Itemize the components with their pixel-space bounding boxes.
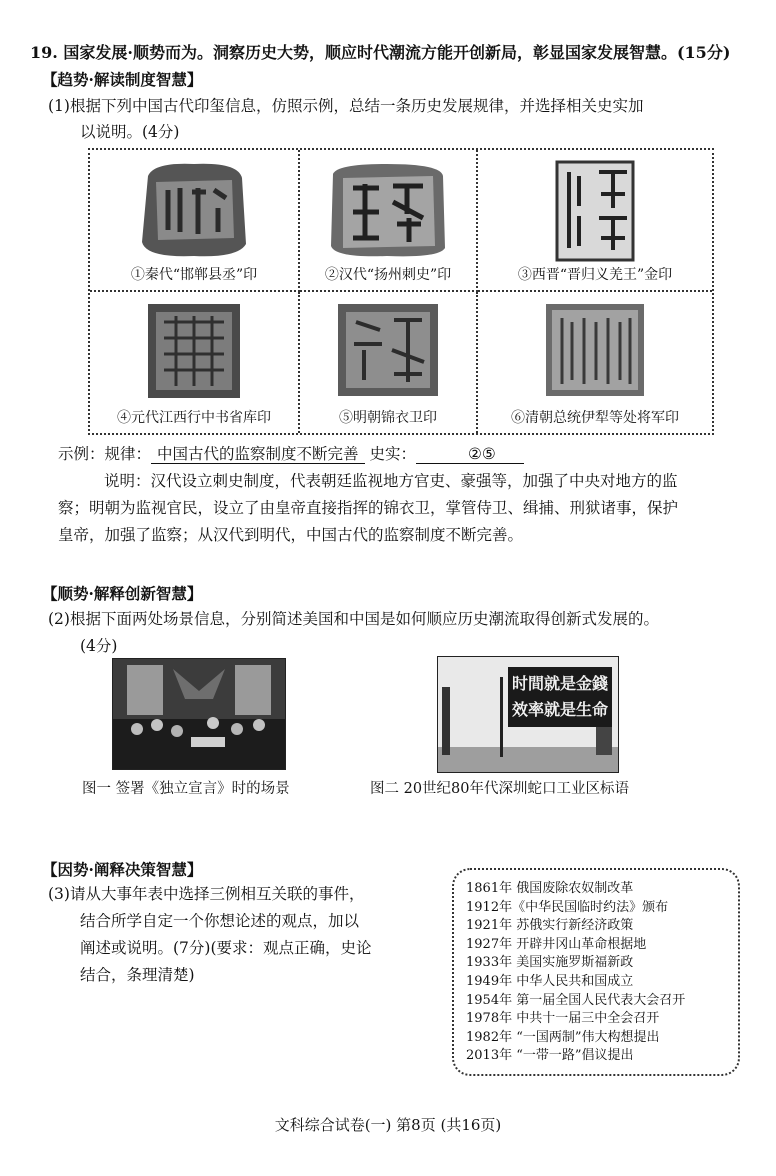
timeline-event: 1861年 俄国废除农奴制改革 — [466, 881, 634, 896]
explanation-line2: 察；明朝为监视官民，设立了由皇帝直接指挥的锦衣卫，掌管侍卫、缉捕、刑狱诸事，保护 — [58, 499, 679, 517]
seal-cell — [478, 292, 712, 434]
timeline-event: 1954年 第一届全国人民代表大会召开 — [466, 992, 686, 1008]
explanation-line3: 皇帝，加强了监察；从汉代到明代，中国古代的监察制度不断完善。 — [58, 526, 524, 544]
part2-prompt-line2: (4分) — [80, 637, 118, 655]
seal-image-grid — [88, 148, 714, 435]
timeline-event: 1982年 “一国两制”伟大构想提出 — [466, 1029, 660, 1045]
part2-prompt-line1: (2)根据下面两处场景信息，分别简述美国和中国是如何顺应历史潮流取得创新式发展的。 — [48, 610, 659, 628]
figure2-caption: 图二 20世纪80年代深圳蛇口工业区标语 — [370, 781, 630, 797]
seal-caption: ②汉代“扬州刺史”印 — [324, 266, 452, 283]
part1-prompt-line1: (1)根据下列中国古代印玺信息，仿照示例，总结一条历史发展规律，并选择相关史实加 — [48, 97, 644, 115]
seal-cell — [90, 150, 300, 292]
section-heading-trend: 【趋势·解读制度智慧】 — [42, 70, 203, 89]
timeline-event: 1927年 开辟井冈山革命根据地 — [466, 936, 647, 952]
timeline-event: 1933年 美国实施罗斯福新政 — [466, 955, 634, 971]
page-footer: 文科综合试卷(一) 第8页 (共16页) — [274, 1116, 502, 1134]
seal-caption: ③西晋“晋归义羌王”金印 — [517, 266, 673, 283]
example-rule-line — [58, 440, 524, 468]
part3-prompt-line1: (3)请从大事年表中选择三例相互关联的事件， — [48, 885, 365, 903]
timeline-event: 1978年 中共十一届三中全会召开 — [466, 1011, 660, 1027]
seal-cell — [300, 150, 478, 292]
part1-prompt-line2: 以说明。(4分) — [80, 123, 180, 141]
explanation-line1: 说明：汉代设立刺史制度，代表朝廷监视地方官吏、豪强等，加强了中央对地方的监 — [104, 472, 678, 490]
seal-image-yuan — [142, 300, 246, 404]
seal-cell — [90, 292, 300, 434]
slogan-line2: 效率就是生命 — [511, 700, 608, 719]
section-heading-innovation: 【顺势·解释创新智慧】 — [42, 584, 203, 603]
shekou-slogan-photo — [437, 656, 619, 773]
seal-image-jin-gold — [543, 158, 647, 268]
example-prefix: 示例：规律： — [58, 445, 152, 463]
timeline-event: 2013年 “一带一路”倡议提出 — [466, 1048, 634, 1064]
example-fact: ②⑤ — [416, 445, 524, 464]
declaration-signing-photo — [112, 658, 286, 770]
seal-cell — [478, 150, 712, 292]
seal-caption: ⑥清朝总统伊犁等处将军印 — [511, 410, 679, 426]
question-title: 19. 国家发展·顺势而为。洞察历史大势，顺应时代潮流方能开创新局，彰显国家发展智慧。(15分) — [30, 43, 731, 62]
seal-image-qing-yili — [542, 300, 648, 400]
part3-prompt-line2: 结合所学自定一个你想论述的观点，加以 — [80, 912, 360, 930]
timeline-event: 1949年 中华人民共和国成立 — [466, 973, 634, 989]
timeline-event: 1921年 苏俄实行新经济政策 — [466, 918, 634, 934]
seal-image-jinyiwei — [334, 300, 442, 400]
seal-image-handan — [134, 158, 254, 262]
seal-image-yangzhou — [323, 158, 453, 262]
seal-caption: ①秦代“邯郸县丞”印 — [130, 266, 258, 283]
part3-prompt-line3: 阐述或说明。(7分)(要求：观点正确，史论 — [80, 939, 372, 957]
figure1-caption: 图一 签署《独立宣言》时的场景 — [82, 781, 290, 797]
timeline-event: 1912年《中华民国临时约法》颁布 — [466, 899, 669, 915]
events-timeline-box — [452, 868, 740, 1076]
section-heading-decision: 【因势·阐释决策智慧】 — [42, 860, 203, 879]
slogan-line1: 时間就是金錢 — [511, 674, 608, 693]
seal-cell — [300, 292, 478, 434]
seal-caption: ④元代江西行中书省库印 — [117, 410, 271, 426]
example-rule: 中国古代的监察制度不断完善 — [151, 445, 365, 464]
seal-caption: ⑤明朝锦衣卫印 — [339, 410, 437, 426]
example-fact-label: 史实： — [369, 445, 416, 463]
part3-prompt-line4: 结合，条理清楚) — [80, 966, 195, 984]
